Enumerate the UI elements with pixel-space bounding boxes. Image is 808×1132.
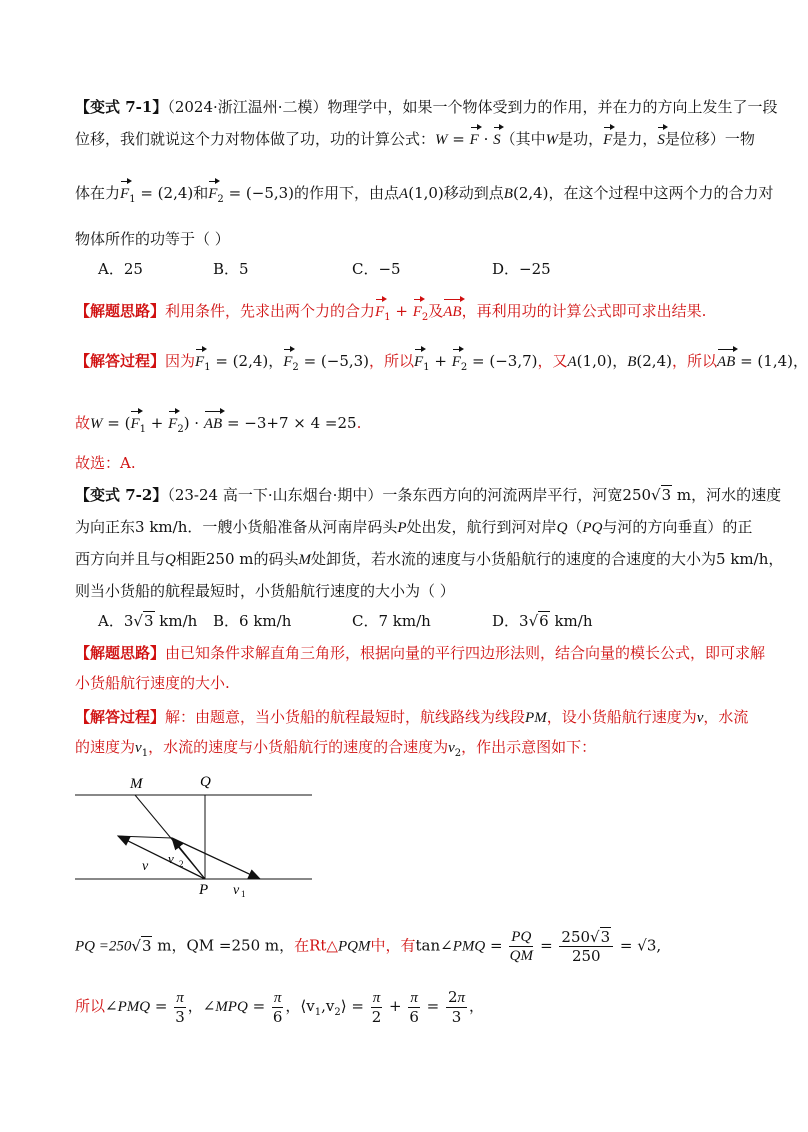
- q2-option-b: B．6 km/h: [213, 612, 292, 630]
- q1-thinking-label: 【解题思路】: [75, 302, 166, 320]
- q2-text-3d: 处卸货，若水流的速度与小货船航行的速度的合速度的大小为: [311, 550, 717, 568]
- q2-process-1: 【解答过程】解：由题意，当小货船的航程最短时，航线路线为线段PM，设小货船航行速度为v，水流: [75, 708, 749, 726]
- q1-final-a: 故: [75, 414, 91, 432]
- q2-text-2a: 为向正东: [75, 518, 136, 536]
- q1-text-3b: 和: [193, 184, 209, 202]
- q2-option-b-letter: B．: [213, 612, 240, 630]
- q1-thinking-c: ，再利用功的计算公式即可求出结果.: [461, 302, 707, 320]
- q1-text-2d: 是力，: [612, 130, 658, 148]
- q1-thinking: 【解题思路】利用条件，先求出两个力的合力$F_1 + F_2$及AB，再利用功的计算公式即可求出结果.: [75, 302, 707, 323]
- q2-text-3c: 的码头: [253, 550, 299, 568]
- q1-text-2a: 位移，我们就说这个力对物体做了功，功的计算公式：: [75, 130, 436, 148]
- q2-option-c: C．7 km/h: [352, 612, 431, 630]
- q1-option-a: A．25: [98, 260, 143, 278]
- q2-option-d: D．3√6 km/h: [492, 612, 593, 630]
- label-v2-sub: 2: [179, 859, 184, 869]
- q2-text-2b: ．一艘小货船准备从河南岸码头: [187, 518, 398, 536]
- q2-process-1b: ，设小货船航行速度为: [546, 708, 697, 726]
- q1-line2: 位移，我们就说这个力对物体做了功，功的计算公式：W = F · S（其中W是功，F是力，S是位移）一物: [75, 128, 755, 151]
- q2-thinking-2: 小货船航行速度的大小.: [75, 674, 230, 692]
- q2-thinking-label: 【解题思路】: [75, 644, 166, 662]
- label-v: v: [142, 859, 149, 874]
- q2-calc-1c: 在Rt△: [294, 936, 338, 955]
- q2-calc-1: PQ =250√3 m，QM =250 m，在Rt△PQM中，有tan∠PMQ = $\frac{PQ}{QM}$ = $\frac{250√3}{250}$ = √3,: [75, 928, 662, 965]
- q1-text-3e: ，在这个过程中这两个力的合力对: [548, 184, 774, 202]
- q2-text-3a: 西方向并且与: [75, 550, 166, 568]
- q2-process-2b: ，水流的速度与小货船航行的速度的合速度为: [148, 738, 449, 756]
- q2-option-a-letter: A．: [98, 612, 124, 630]
- q2-text-2d: 与河的方向垂直）的正: [602, 518, 753, 536]
- q2-text-1a: 一条东西方向的河流两岸平行，河宽: [382, 486, 623, 504]
- label-q: Q: [200, 774, 211, 790]
- q1-final-b: = −3+7 × 4 =25: [226, 414, 357, 432]
- q2-process-2a: 的速度为: [75, 738, 136, 756]
- q2-line4: 则当小货船的航程最短时，小货船航行速度的大小为（ ）: [75, 582, 455, 600]
- q2-line3: 西方向并且与Q相距250 m的码头M处卸货，若水流的速度与小货船航行的速度的合速度的大小为5 km/h，: [75, 550, 784, 568]
- q1-line1: [75, 96, 778, 118]
- q2-line1: 【变式 7-2】（23-24 高一下·山东烟台·期中）一条东西方向的河流两岸平行，河宽250√3 m，河水的速度: [75, 486, 782, 504]
- vector-v2-arrow: [172, 838, 205, 879]
- q1-tag: 【变式 7-1】: [75, 98, 168, 116]
- q2-option-d-letter: D．: [492, 612, 520, 630]
- label-v1-sub: 1: [241, 889, 246, 899]
- q2-calc-1b: m，QM =250 m，: [157, 936, 295, 955]
- q1-process-d: ，所以: [671, 352, 717, 370]
- q2-line2: 为向正东3 km/h．一艘小货船准备从河南岸码头P处出发，航行到河对岸Q（PQ与河的方向垂直）的正: [75, 518, 753, 536]
- q2-process-label: 【解答过程】: [75, 708, 166, 726]
- q1-final: 故$W = (F_1 + F_2)$ · AB = −3+7 × 4 =25.: [75, 414, 362, 435]
- label-v2: v: [168, 851, 174, 866]
- q1-option-d: D．−25: [492, 260, 551, 278]
- q1-source: （2024·浙江温州·二模）: [167, 98, 328, 116]
- label-p: P: [199, 882, 209, 898]
- q2-text-3b: 相距: [175, 550, 206, 568]
- q1-thinking-a: 利用条件，先求出两个力的合力: [165, 302, 376, 320]
- q2-text-1b: ，河水的速度: [691, 486, 782, 504]
- vector-v1-arrow: [172, 838, 260, 879]
- q1-option-b: B．5: [213, 260, 249, 278]
- label-v1: v: [233, 883, 240, 898]
- q2-thinking-1-text: 由已知条件求解直角三角形，根据向量的平行四边形法则，结合向量的模长公式，即可求解: [165, 644, 766, 662]
- q2-process-1c: ，水流: [703, 708, 749, 726]
- q1-text-3d: 移动到点: [443, 184, 504, 202]
- q1-text-2c: 是功，: [558, 130, 604, 148]
- q1-text-2b: （其中: [500, 130, 546, 148]
- q1-option-c: C．−5: [352, 260, 401, 278]
- q2-source: （23-24 高一下·山东烟台·期中）: [167, 486, 383, 504]
- q2-tag: 【变式 7-2】: [75, 486, 168, 504]
- q1-text-3a: 体在力: [75, 184, 121, 202]
- q1-process-label: 【解答过程】: [75, 352, 166, 370]
- q1-text-2e: 是位移）一物: [664, 130, 755, 148]
- q1-thinking-b: 及: [428, 302, 444, 320]
- river-vector-diagram: [70, 770, 320, 900]
- q2-process-2: 的速度为$v_1$，水流的速度与小货船航行的速度的合速度为$v_2$，作出示意图如下：: [75, 738, 597, 759]
- q1-process: 【解答过程】因为$F_1 = (2,4)$，$F_2 = (-5,3)$，所以$F_1 + F_2 = (-3,7)$，又A(1,0)，B(2,4)，所以AB = (1,4)，: [75, 352, 808, 373]
- q1-process-b: ，所以: [369, 352, 415, 370]
- q2-calc-1a: PQ =250: [75, 938, 132, 955]
- vector-v-arrow: [118, 836, 205, 879]
- q1-process-c: ，又: [537, 352, 568, 370]
- q1-line4: 物体所作的功等于（ ）: [75, 230, 230, 248]
- q1-process-a: 因为: [165, 352, 196, 370]
- parallelogram-top: [118, 836, 172, 838]
- q1-answer: 故选：A.: [75, 454, 136, 472]
- q2-option-c-letter: C．: [352, 612, 379, 630]
- q2-calc-2: 所以∠PMQ = $\frac{\pi}{3}$ ，∠MPQ = $\frac{\pi}{6}$ ，$⟨v_1,v_2⟩$ = $\frac{\pi}{2}$ + $\frac{\pi}{6}$ = $\frac{2\pi}{3}$ ，: [75, 988, 485, 1026]
- q1-text-1: 物理学中，如果一个物体受到力的作用，并在力的方向上发生了一段: [327, 98, 778, 116]
- q1-line3: 体在力$F_1 = (2,4)$和$F_2 = (-5,3)$的作用下，由点A(1,0)移动到点B(2,4)，在这个过程中这两个力的合力对: [75, 184, 774, 205]
- q2-process-1a: 解：由题意，当小货船的航程最短时，航线路线为线段: [165, 708, 526, 726]
- q2-option-a: A．3√3 km/h: [98, 612, 198, 630]
- q2-text-2c: 处出发，航行到河对岸: [406, 518, 557, 536]
- q2-thinking-1: [75, 642, 765, 664]
- q2-process-2c: ，作出示意图如下：: [461, 738, 597, 756]
- q1-text-3c: 的作用下，由点: [294, 184, 400, 202]
- label-m: M: [130, 776, 143, 792]
